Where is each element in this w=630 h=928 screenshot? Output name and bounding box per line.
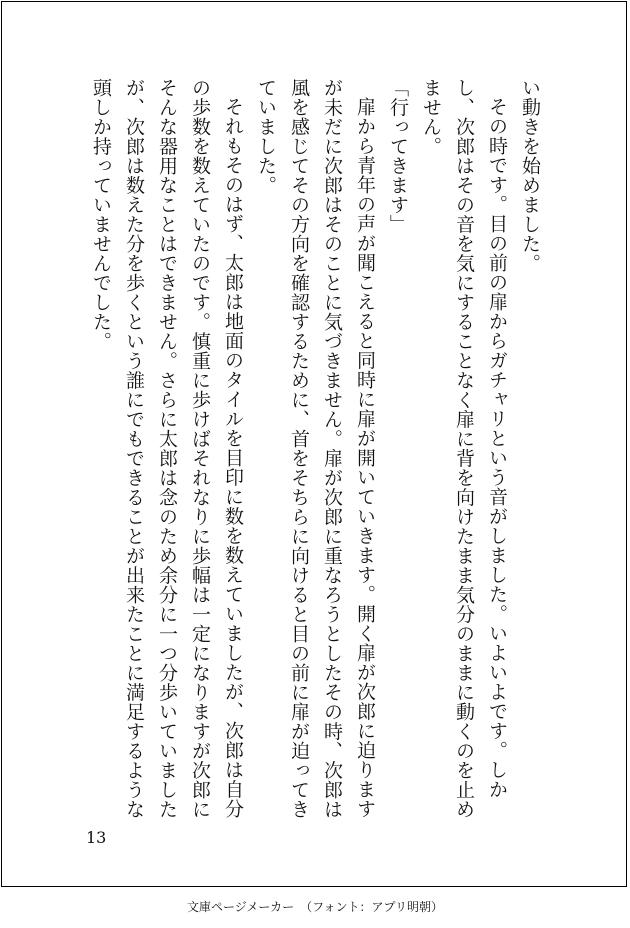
paragraph-3-dialogue: 「行ってきます」 (387, 78, 409, 234)
vertical-text-body (76, 78, 546, 822)
page-number: 13 (86, 828, 107, 847)
paragraph-1: い動きを始めました。 (519, 78, 541, 273)
footer-caption: 文庫ページメーカー （フォント：アプリ明朝） (186, 900, 444, 914)
paragraph-4: 扉から青年の声が聞こえると同時に扉が開いていきます。開く扉が次郎に迫りますが未だに次郎はそのことに気づきません。扉が次郎に重なろうとしたその時、次郎は風を感じてその方向を確認するために、首をそちらに向けると目の前に扉が迫ってきていました。 (255, 78, 376, 819)
paragraph-5: それもそのはず、太郎は地面のタイルを目印に数を数えていましたが、次郎は自分の歩数を数えていたのです。慎重に歩けばそれなりに歩幅は一定になりますが次郎にそんな器用なことはできません。さらに太郎は念のため余分に一つ分歩いていましたが、次郎は数えた分を歩くという誰にでもできることが出来たことに満足するような頭しか持っていませんでした。 (90, 78, 244, 819)
page-frame (1, 1, 627, 887)
paragraph-2: その時です。目の前の扉からガチャリという音がしました。いよいよです。しかし、次郎はその音を気にすることなく扉に背を向けたまま気分のままに動くのを止めません。 (420, 78, 508, 819)
